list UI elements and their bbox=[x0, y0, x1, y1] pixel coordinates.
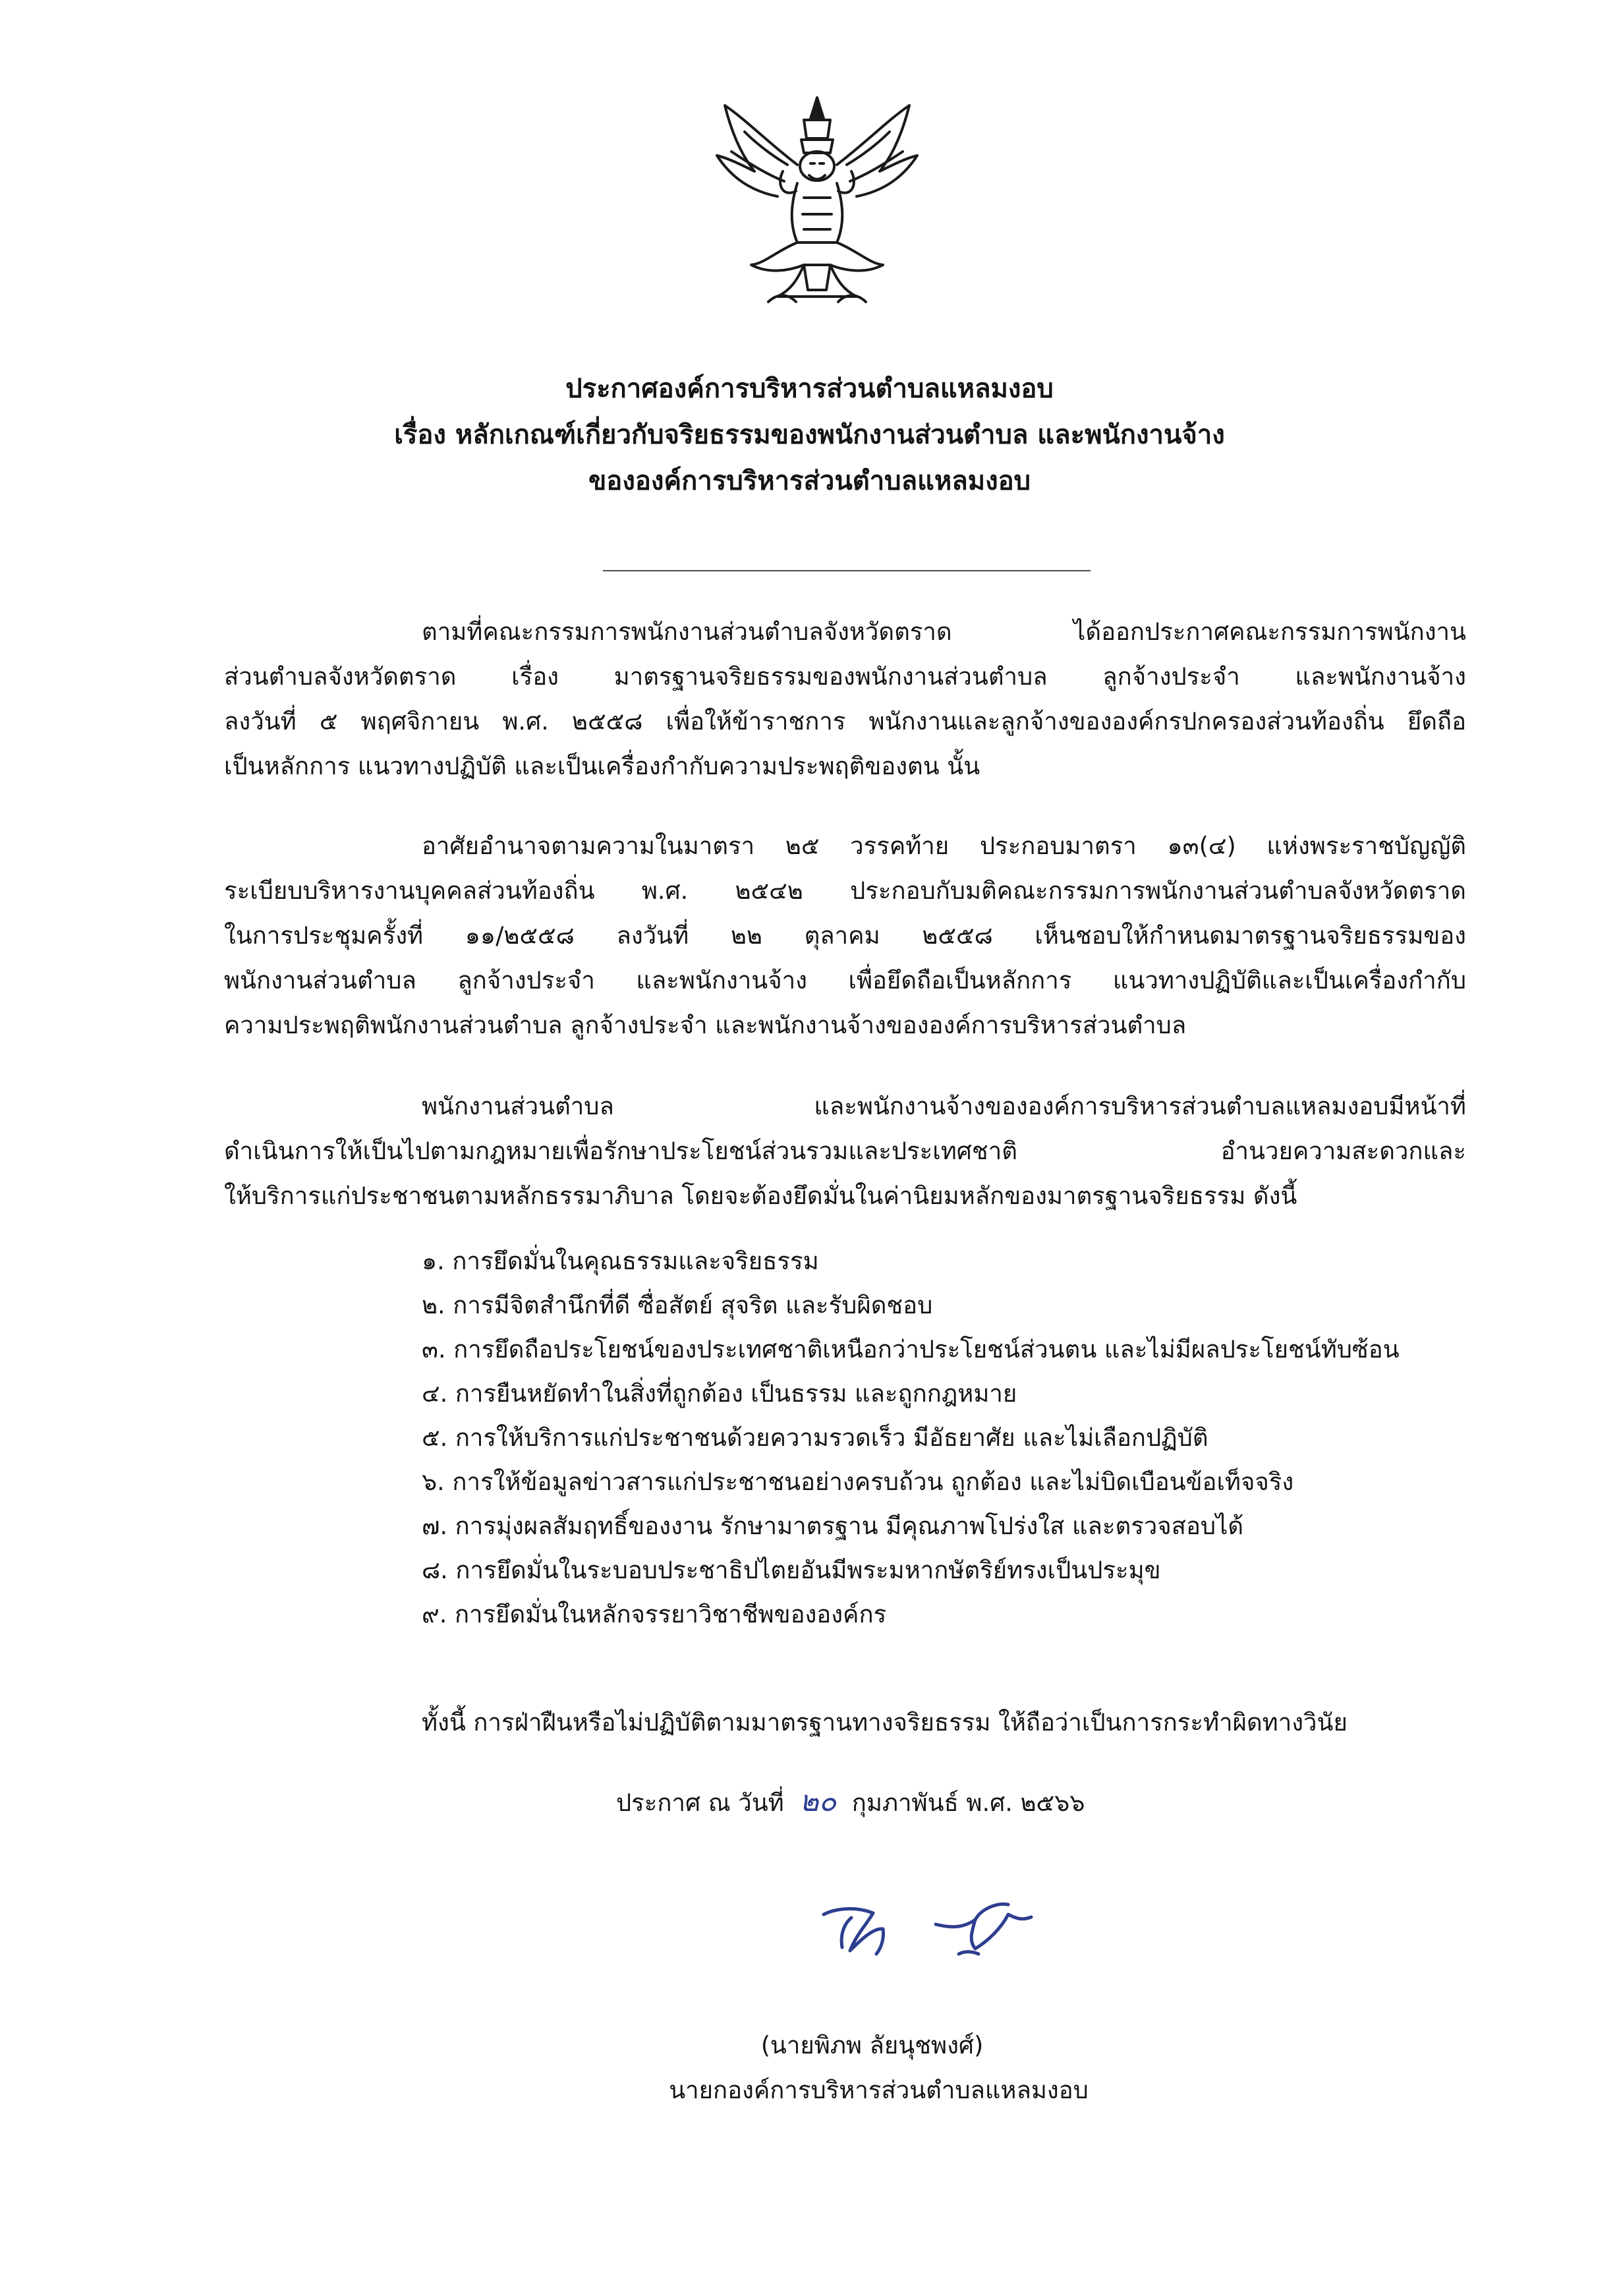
garuda-emblem-icon bbox=[705, 92, 929, 310]
title-divider bbox=[603, 570, 1091, 571]
list-item: ๙. การยึดมั่นในหลักจรรยาวิชาชีพขององค์กร bbox=[422, 1600, 887, 1628]
paragraph-line: พนักงานส่วนตำบล ลูกจ้างประจำ และพนักงานจ้าง เพื่อยึดถือเป็นหลักการ แนวทางปฏิบัติและเป็นเครื่องกำกับ bbox=[224, 966, 1466, 994]
paragraph-2 bbox=[224, 824, 1466, 1048]
title-line-organization: ประกาศองค์การบริหารส่วนตำบลแหลมงอบ bbox=[565, 374, 1054, 404]
signer-name: (นายพิภพ ลัยนุชพงศ์) bbox=[760, 2031, 984, 2059]
closing-statement: ทั้งนี้ การฝ่าฝืนหรือไม่ปฏิบัติตามมาตรฐานทางจริยธรรม ให้ถือว่าเป็นการกระทำผิดทางวินัย bbox=[422, 1708, 1348, 1736]
paragraph-line: อาศัยอำนาจตามความในมาตรา ๒๕ วรรคท้าย ประกอบมาตรา ๑๓(๔) แห่งพระราชบัญญัติ bbox=[422, 832, 1466, 860]
list-item: ๘. การยึดมั่นในระบอบประชาธิปไตยอันมีพระมหากษัตริย์ทรงเป็นประมุข bbox=[422, 1556, 1161, 1584]
date-day-handwritten: ๒๐ bbox=[799, 1785, 837, 1818]
date-prefix: ประกาศ ณ วันที่ bbox=[616, 1789, 784, 1817]
paragraph-line: ดำเนินการให้เป็นไปตามกฎหมายเพื่อรักษาประโยชน์ส่วนรวมและประเทศชาติ อำนวยความสะดวกและ bbox=[224, 1137, 1466, 1165]
list-item: ๑. การยึดมั่นในคุณธรรมและจริยธรรม bbox=[422, 1247, 819, 1275]
title-line-subject: เรื่อง หลักเกณฑ์เกี่ยวกับจริยธรรมของพนักงานส่วนตำบล และพนักงานจ้าง bbox=[394, 420, 1225, 450]
ethics-values-list bbox=[422, 1239, 1400, 1636]
handwritten-signature-icon bbox=[810, 1888, 1048, 1974]
list-item: ๓. การยึดถือประโยชน์ของประเทศชาติเหนือกว่าประโยชน์ส่วนตน และไม่มีผลประโยชน์ทับซ้อน bbox=[422, 1335, 1400, 1363]
announcement-date bbox=[616, 1779, 1085, 1825]
list-item: ๕. การให้บริการแก่ประชาชนด้วยความรวดเร็ว มีอัธยาศัย และไม่เลือกปฏิบัติ bbox=[422, 1423, 1208, 1452]
announcement-title bbox=[0, 366, 1619, 504]
paragraph-3 bbox=[224, 1084, 1466, 1219]
list-item: ๗. การมุ่งผลสัมฤทธิ์ของงาน รักษามาตรฐาน มีคุณภาพโปร่งใส และตรวจสอบได้ bbox=[422, 1512, 1244, 1540]
list-item: ๒. การมีจิตสำนึกที่ดี ซื่อสัตย์ สุจริต และรับผิดชอบ bbox=[422, 1291, 933, 1319]
paragraph-line: ในการประชุมครั้งที่ ๑๑/๒๕๕๘ ลงวันที่ ๒๒ ตุลาคม ๒๕๕๘ เห็นชอบให้กำหนดมาตรฐานจริยธรรมของ bbox=[224, 921, 1466, 950]
title-line-organization-suffix: ขององค์การบริหารส่วนตำบลแหลมงอบ bbox=[588, 466, 1031, 496]
date-month-year: กุมภาพันธ์ พ.ศ. ๒๕๖๖ bbox=[851, 1789, 1085, 1817]
signer-title: นายกองค์การบริหารส่วนตำบลแหลมงอบ bbox=[669, 2076, 1089, 2104]
paragraph-line: ให้บริการแก่ประชาชนตามหลักธรรมาภิบาล โดยจะต้องยึดมั่นในค่านิยมหลักของมาตรฐานจริยธรรม ดังนี้ bbox=[224, 1182, 1297, 1210]
paragraph-1 bbox=[224, 610, 1466, 789]
list-item: ๖. การให้ข้อมูลข่าวสารแก่ประชาชนอย่างครบถ้วน ถูกต้อง และไม่บิดเบือนข้อเท็จจริง bbox=[422, 1468, 1294, 1496]
paragraph-line: ระเบียบบริหารงานบุคคลส่วนท้องถิ่น พ.ศ. ๒๕๔๒ ประกอบกับมติคณะกรรมการพนักงานส่วนตำบลจังหวัดตราด bbox=[224, 876, 1466, 905]
paragraph-line: ส่วนตำบลจังหวัดตราด เรื่อง มาตรฐานจริยธรรมของพนักงานส่วนตำบล ลูกจ้างประจำ และพนักงานจ้าง bbox=[224, 662, 1466, 691]
list-item: ๔. การยืนหยัดทำในสิ่งที่ถูกต้อง เป็นธรรม และถูกกฎหมาย bbox=[422, 1379, 1017, 1408]
signer-block bbox=[0, 2023, 1619, 2113]
paragraph-line: ตามที่คณะกรรมการพนักงานส่วนตำบลจังหวัดตราด ได้ออกประกาศคณะกรรมการพนักงาน bbox=[422, 617, 1466, 646]
paragraph-line: พนักงานส่วนตำบล และพนักงานจ้างขององค์การบริหารส่วนตำบลแหลมงอบมีหน้าที่ bbox=[422, 1092, 1466, 1120]
paragraph-line: เป็นหลักการ แนวทางปฏิบัติ และเป็นเครื่องกำกับความประพฤติของตน นั้น bbox=[224, 752, 980, 780]
paragraph-line: ลงวันที่ ๕ พฤศจิกายน พ.ศ. ๒๕๕๘ เพื่อให้ข้าราชการ พนักงานและลูกจ้างขององค์กรปกครองส่วนท้องถิ่น ยึดถือ bbox=[224, 707, 1466, 735]
paragraph-line: ความประพฤติพนักงานส่วนตำบล ลูกจ้างประจำ และพนักงานจ้างขององค์การบริหารส่วนตำบล bbox=[224, 1011, 1187, 1039]
